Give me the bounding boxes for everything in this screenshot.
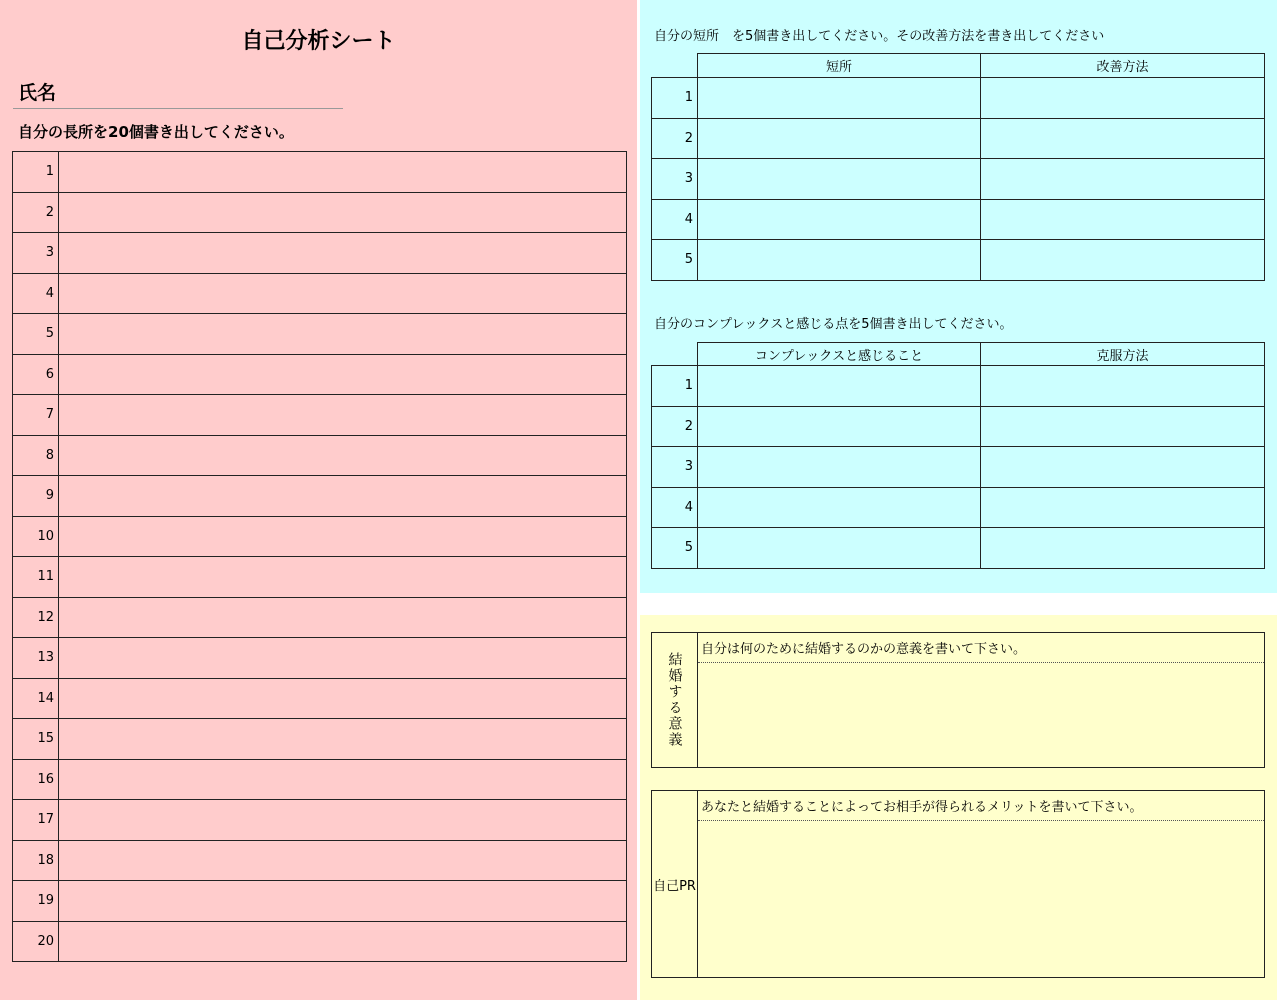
strengths-row-number: 14 xyxy=(13,678,59,719)
strengths-row xyxy=(13,840,627,881)
strengths-row xyxy=(13,881,627,922)
strengths-entry-cell[interactable] xyxy=(59,395,627,436)
marriage-meaning-box xyxy=(651,632,1265,768)
complexes-row-number: 3 xyxy=(652,447,698,488)
strengths-row xyxy=(13,921,627,962)
strengths-row xyxy=(13,314,627,355)
weaknesses-entry-cell[interactable] xyxy=(981,78,1265,119)
strengths-row xyxy=(13,638,627,679)
complexes-entry-cell[interactable] xyxy=(698,406,981,447)
strengths-row-number: 11 xyxy=(13,557,59,598)
strengths-row-number: 9 xyxy=(13,476,59,517)
weaknesses-row-number: 2 xyxy=(652,118,698,159)
weaknesses-entry-cell[interactable] xyxy=(698,159,981,200)
strengths-row-number: 18 xyxy=(13,840,59,881)
strengths-row xyxy=(13,354,627,395)
complexes-row-number: 2 xyxy=(652,406,698,447)
strengths-entry-cell[interactable] xyxy=(59,273,627,314)
strengths-row-number: 4 xyxy=(13,273,59,314)
complexes-entry-cell[interactable] xyxy=(698,366,981,407)
complexes-header-complex: コンプレックスと感じること xyxy=(698,343,981,366)
strengths-entry-cell[interactable] xyxy=(59,921,627,962)
strengths-entry-cell[interactable] xyxy=(59,881,627,922)
complexes-row xyxy=(652,487,1265,528)
strengths-entry-cell[interactable] xyxy=(59,152,627,193)
weaknesses-complexes-panel xyxy=(640,0,1277,593)
strengths-entry-cell[interactable] xyxy=(59,354,627,395)
strengths-entry-cell[interactable] xyxy=(59,557,627,598)
weaknesses-row xyxy=(652,199,1265,240)
strengths-entry-cell[interactable] xyxy=(59,314,627,355)
strengths-row xyxy=(13,800,627,841)
complexes-entry-cell[interactable] xyxy=(981,447,1265,488)
self-pr-prompt: あなたと結婚することによってお相手が得られるメリットを書いて下さい。 xyxy=(698,791,1264,821)
weaknesses-table xyxy=(651,53,1265,281)
strengths-entry-cell[interactable] xyxy=(59,678,627,719)
strengths-row-number: 12 xyxy=(13,597,59,638)
strengths-instruction: 自分の長所を20個書き出してください。 xyxy=(18,123,294,141)
strengths-entry-cell[interactable] xyxy=(59,759,627,800)
strengths-row xyxy=(13,557,627,598)
complexes-row-number: 1 xyxy=(652,366,698,407)
complexes-row xyxy=(652,447,1265,488)
strengths-row xyxy=(13,395,627,436)
complexes-row xyxy=(652,406,1265,447)
strengths-row xyxy=(13,719,627,760)
strengths-row-number: 10 xyxy=(13,516,59,557)
name-label: 氏名 xyxy=(18,82,57,104)
strengths-row-number: 5 xyxy=(13,314,59,355)
strengths-row xyxy=(13,678,627,719)
strengths-table xyxy=(12,151,627,962)
strengths-row xyxy=(13,152,627,193)
self-pr-answer[interactable] xyxy=(698,821,1264,977)
strengths-row-number: 8 xyxy=(13,435,59,476)
strengths-entry-cell[interactable] xyxy=(59,800,627,841)
weaknesses-entry-cell[interactable] xyxy=(981,240,1265,281)
complexes-entry-cell[interactable] xyxy=(981,487,1265,528)
weaknesses-row xyxy=(652,78,1265,119)
weaknesses-entry-cell[interactable] xyxy=(981,199,1265,240)
complexes-row-number: 4 xyxy=(652,487,698,528)
strengths-row-number: 15 xyxy=(13,719,59,760)
strengths-row-number: 1 xyxy=(13,152,59,193)
strengths-entry-cell[interactable] xyxy=(59,719,627,760)
weaknesses-entry-cell[interactable] xyxy=(698,240,981,281)
weaknesses-entry-cell[interactable] xyxy=(981,118,1265,159)
weaknesses-row-number: 4 xyxy=(652,199,698,240)
strengths-entry-cell[interactable] xyxy=(59,597,627,638)
strengths-row xyxy=(13,192,627,233)
strengths-row-number: 2 xyxy=(13,192,59,233)
complexes-instruction: 自分のコンプレックスと感じる点を5個書き出してください。 xyxy=(654,317,1013,332)
complexes-entry-cell[interactable] xyxy=(981,366,1265,407)
strengths-row xyxy=(13,435,627,476)
strengths-row-number: 20 xyxy=(13,921,59,962)
strengths-entry-cell[interactable] xyxy=(59,840,627,881)
strengths-row xyxy=(13,273,627,314)
weaknesses-instruction: 自分の短所 を5個書き出してください。その改善方法を書き出してください xyxy=(654,29,1105,44)
complexes-table xyxy=(651,342,1265,569)
strengths-entry-cell[interactable] xyxy=(59,516,627,557)
strengths-row xyxy=(13,759,627,800)
weaknesses-row xyxy=(652,159,1265,200)
strengths-row-number: 19 xyxy=(13,881,59,922)
marriage-meaning-prompt: 自分は何のために結婚するのかの意義を書いて下さい。 xyxy=(698,633,1264,663)
sheet-title: 自己分析シート xyxy=(241,29,396,54)
strengths-entry-cell[interactable] xyxy=(59,233,627,274)
weaknesses-entry-cell[interactable] xyxy=(698,199,981,240)
strengths-row-number: 13 xyxy=(13,638,59,679)
weaknesses-entry-cell[interactable] xyxy=(981,159,1265,200)
strengths-row-number: 16 xyxy=(13,759,59,800)
strengths-entry-cell[interactable] xyxy=(59,638,627,679)
weaknesses-header-improvement: 改善方法 xyxy=(981,54,1265,78)
strengths-row xyxy=(13,597,627,638)
strengths-entry-cell[interactable] xyxy=(59,476,627,517)
complexes-header-overcome: 克服方法 xyxy=(981,343,1265,366)
strengths-row xyxy=(13,233,627,274)
strengths-row-number: 6 xyxy=(13,354,59,395)
weaknesses-row-number: 1 xyxy=(652,78,698,119)
complexes-entry-cell[interactable] xyxy=(698,487,981,528)
strengths-panel xyxy=(0,0,637,1000)
weaknesses-row-number: 3 xyxy=(652,159,698,200)
complexes-row-number: 5 xyxy=(652,528,698,569)
complexes-row xyxy=(652,366,1265,407)
complexes-entry-cell[interactable] xyxy=(981,406,1265,447)
self-pr-label: 自己PR xyxy=(652,791,698,977)
complexes-row xyxy=(652,528,1265,569)
marriage-meaning-label: 結婚する意義 xyxy=(652,633,698,767)
weaknesses-row xyxy=(652,118,1265,159)
strengths-entry-cell[interactable] xyxy=(59,192,627,233)
name-underline[interactable] xyxy=(13,108,343,109)
complexes-entry-cell[interactable] xyxy=(698,528,981,569)
strengths-entry-cell[interactable] xyxy=(59,435,627,476)
marriage-meaning-answer[interactable] xyxy=(698,663,1264,767)
strengths-row xyxy=(13,476,627,517)
complexes-entry-cell[interactable] xyxy=(981,528,1265,569)
complexes-entry-cell[interactable] xyxy=(698,447,981,488)
weaknesses-header-weakness: 短所 xyxy=(698,54,981,78)
strengths-row-number: 17 xyxy=(13,800,59,841)
weaknesses-row xyxy=(652,240,1265,281)
strengths-row-number: 7 xyxy=(13,395,59,436)
weaknesses-entry-cell[interactable] xyxy=(698,118,981,159)
weaknesses-entry-cell[interactable] xyxy=(698,78,981,119)
self-pr-box xyxy=(651,790,1265,978)
strengths-row-number: 3 xyxy=(13,233,59,274)
weaknesses-row-number: 5 xyxy=(652,240,698,281)
marriage-pr-panel xyxy=(640,615,1277,1000)
strengths-row xyxy=(13,516,627,557)
